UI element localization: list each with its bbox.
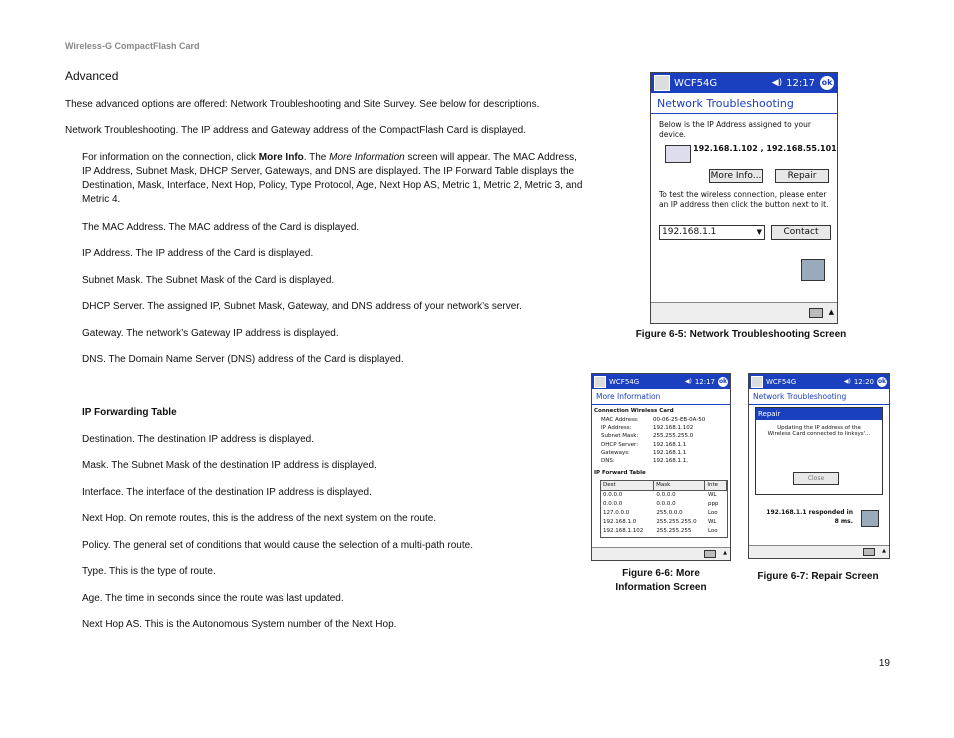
more-information-screen: [591, 373, 731, 561]
info-key: MAC Address:: [601, 417, 639, 423]
network-status-icon: [861, 510, 879, 527]
ping-response: [763, 508, 853, 526]
title-underline: [592, 404, 730, 405]
info-key: DNS:: [601, 458, 615, 465]
intro-paragraph: These advanced options are offered: Network Troubleshooting and Site Survey. See below for descriptions.: [65, 99, 540, 110]
caption-line: Information Screen: [615, 582, 707, 593]
table-cell: 0.0.0.0: [603, 501, 623, 507]
text-run: screen will appear. The MAC Address, IP Address, Subnet Mask, DHCP Server, Gateways, and DNS are displayed. The IP Forward Table displays the Destination, Mask, Interface, Next Hop, Policy, Type Protocol, Age, Next Hop AS, Metric 1, Metric 2, Metric 3, and Metric 4.: [82, 152, 583, 205]
gateway-paragraph: Gateway. The network’s Gateway IP address is displayed.: [82, 328, 339, 339]
info-row: [601, 416, 727, 424]
clock: 12:17: [786, 77, 815, 89]
title-underline: [749, 404, 889, 405]
title-underline: [651, 113, 837, 114]
ip-combo-value: 192.168.1.1: [662, 227, 717, 237]
sip-arrow-icon[interactable]: ▲: [882, 548, 886, 554]
table-row[interactable]: [601, 500, 727, 509]
table-cell: Loo: [707, 528, 718, 534]
bottom-bar: [749, 545, 889, 558]
info-row: [601, 424, 727, 432]
test-instructions-text: [659, 190, 829, 210]
more-information-term: More Information: [329, 152, 405, 163]
next-hop-paragraph: Next Hop. On remote routes, this is the address of the next system on the route.: [82, 513, 437, 524]
connection-heading: Connection Wireless Card: [594, 408, 674, 414]
instructions: To test the wireless connection, please enter an IP address then click the button next to it.: [659, 190, 829, 209]
caption-line: Figure 6-6: More: [622, 568, 700, 579]
screen-title: Network Troubleshooting: [753, 392, 847, 401]
table-row[interactable]: [601, 527, 727, 536]
table-cell: 0.0.0.0: [656, 501, 676, 507]
dns-paragraph: DNS. The Domain Name Server (DNS) address of the Card is displayed.: [82, 354, 404, 365]
dialog-title: Repair: [756, 408, 882, 420]
ip-paragraph: IP Address. The IP address of the Card is displayed.: [82, 248, 314, 259]
connection-details: [601, 416, 727, 465]
repair-screen: [748, 373, 890, 559]
info-key: IP Address:: [601, 425, 632, 432]
screen-title: Network Troubleshooting: [657, 97, 794, 110]
table-cell: ppp: [707, 501, 719, 507]
info-key: Subnet Mask:: [601, 433, 639, 440]
network-status-icon: [801, 259, 825, 281]
ok-button[interactable]: ok: [718, 377, 728, 385]
title-bar: [749, 374, 889, 389]
more-info-term: More Info: [258, 152, 304, 163]
figure-6-7-caption: Figure 6-7: Repair Screen: [757, 571, 879, 582]
ip-combo-box[interactable]: [659, 225, 765, 240]
sip-arrow-icon[interactable]: ▲: [828, 308, 834, 316]
app-name: WCF54G: [609, 377, 640, 386]
info-row: [601, 449, 727, 457]
table-row[interactable]: [601, 518, 727, 527]
figure-6-5-caption: Figure 6-5: Network Troubleshooting Screen: [635, 329, 847, 340]
bottom-bar: [651, 302, 837, 323]
age-paragraph: Age. The time in seconds since the route was last updated.: [82, 593, 344, 604]
ip-forward-table[interactable]: [600, 480, 728, 538]
sip-arrow-icon[interactable]: ▲: [723, 550, 727, 556]
info-value: 192.168.1.1,: [653, 458, 688, 465]
table-cell: 0.0.0.0: [656, 492, 676, 498]
table-cell: 255.0.0.0: [656, 510, 683, 516]
title-bar: [592, 374, 730, 389]
destination-paragraph: Destination. The destination IP address is displayed.: [82, 434, 314, 445]
more-info-button[interactable]: More Info...: [710, 171, 762, 181]
table-header: [601, 481, 727, 491]
bottom-bar: [592, 547, 730, 560]
text-run: For information on the connection, click: [82, 152, 259, 163]
policy-paragraph: Policy. The general set of conditions that would cause the selection of a multi-path route.: [82, 540, 473, 551]
mac-paragraph: The MAC Address. The MAC address of the Card is displayed.: [82, 222, 360, 233]
info-value: 00-06-25-EB-0A-50: [653, 417, 706, 423]
table-row[interactable]: [601, 491, 727, 500]
type-paragraph: Type. This is the type of route.: [82, 566, 216, 577]
ok-button[interactable]: ok: [820, 76, 834, 90]
network-troubleshooting-paragraph: Network Troubleshooting. The IP address and Gateway address of the CompactFlash Card is displayed.: [65, 125, 526, 136]
ip-forwarding-heading: IP Forwarding Table: [82, 407, 177, 418]
title-bar: [651, 73, 837, 93]
close-button[interactable]: Close: [793, 472, 839, 485]
info-value: 192.168.1.1: [653, 449, 687, 456]
windows-logo-icon[interactable]: [751, 376, 763, 388]
app-name: WCF54G: [674, 77, 718, 89]
ip-address-value: 192.168.1.102 , 192.168.55.101: [693, 144, 837, 153]
table-cell: 255.255.255: [656, 528, 692, 534]
subnet-paragraph: Subnet Mask. The Subnet Mask of the Card is displayed.: [82, 275, 335, 286]
page-number: 19: [878, 658, 890, 669]
info-row: [601, 457, 727, 465]
dialog-message-2: Wireless Card connected to linksys'...: [767, 431, 871, 437]
dropdown-arrow-icon[interactable]: ▼: [756, 228, 762, 236]
mask-paragraph: Mask. The Subnet Mask of the destination IP address is displayed.: [82, 460, 377, 471]
figure-6-6-caption: [596, 567, 726, 595]
volume-icon[interactable]: ◀): [684, 378, 692, 385]
app-name: WCF54G: [766, 377, 797, 386]
table-body: [601, 491, 727, 536]
table-column-header[interactable]: Dest: [601, 481, 654, 490]
table-column-header[interactable]: Mask: [654, 481, 705, 490]
ok-button[interactable]: ok: [877, 377, 887, 385]
table-cell: 0.0.0.0: [603, 492, 623, 498]
text-run: . The: [303, 152, 330, 163]
volume-icon[interactable]: ◀): [843, 378, 851, 385]
clock: 12:20: [853, 377, 874, 386]
dhcp-paragraph: DHCP Server. The assigned IP, Subnet Mask, Gateway, and DNS address of your network’s server.: [82, 301, 522, 312]
table-row[interactable]: [601, 509, 727, 518]
table-cell: 192.168.1.0: [603, 519, 637, 525]
next-hop-as-paragraph: Next Hop AS. This is the Autonomous System number of the Next Hop.: [82, 619, 397, 630]
table-cell: Loo: [707, 510, 718, 516]
ip-forward-heading: IP Forward Table: [594, 470, 646, 476]
interface-paragraph: Interface. The interface of the destination IP address is displayed.: [82, 487, 372, 498]
info-value: 192.168.1.1: [653, 441, 687, 448]
network-troubleshooting-screen: [650, 72, 838, 324]
info-key: Gateways:: [601, 449, 631, 456]
keyboard-icon[interactable]: [863, 548, 875, 556]
table-cell: 127.0.0.0: [603, 510, 630, 516]
info-value: 192.168.1.102: [653, 425, 694, 432]
table-cell: 255.255.255.0: [656, 519, 697, 525]
windows-logo-icon[interactable]: [654, 75, 670, 91]
response-line: 192.168.1.1 responded in: [766, 509, 853, 516]
clock: 12:17: [694, 377, 715, 386]
info-value: 255.255.255.0: [653, 433, 694, 440]
screen-title: More Information: [596, 392, 661, 401]
running-header: Wireless-G CompactFlash Card: [65, 41, 200, 51]
repair-dialog: [755, 407, 883, 495]
contact-button[interactable]: Contact: [771, 225, 831, 240]
computer-icon: [665, 145, 691, 163]
info-row: [601, 441, 727, 449]
dialog-message-1: Updating the IP address of the: [777, 425, 861, 431]
repair-button[interactable]: Repair: [775, 169, 829, 183]
ip-intro-text: Below is the IP Address assigned to your device.: [659, 120, 811, 139]
volume-icon[interactable]: ◀): [771, 78, 783, 88]
table-column-header[interactable]: Inte: [705, 481, 727, 490]
windows-logo-icon[interactable]: [594, 376, 606, 388]
table-cell: WL: [707, 492, 717, 498]
keyboard-icon[interactable]: [809, 308, 823, 318]
more-info-paragraph: [82, 151, 587, 207]
keyboard-icon[interactable]: [704, 550, 716, 558]
response-line: 8 ms.: [834, 518, 853, 525]
table-cell: 192.168.1.102: [603, 528, 644, 534]
table-cell: WL: [707, 519, 717, 525]
info-key: DHCP Server:: [601, 441, 639, 448]
info-row: [601, 432, 727, 440]
section-title: Advanced: [65, 69, 119, 83]
